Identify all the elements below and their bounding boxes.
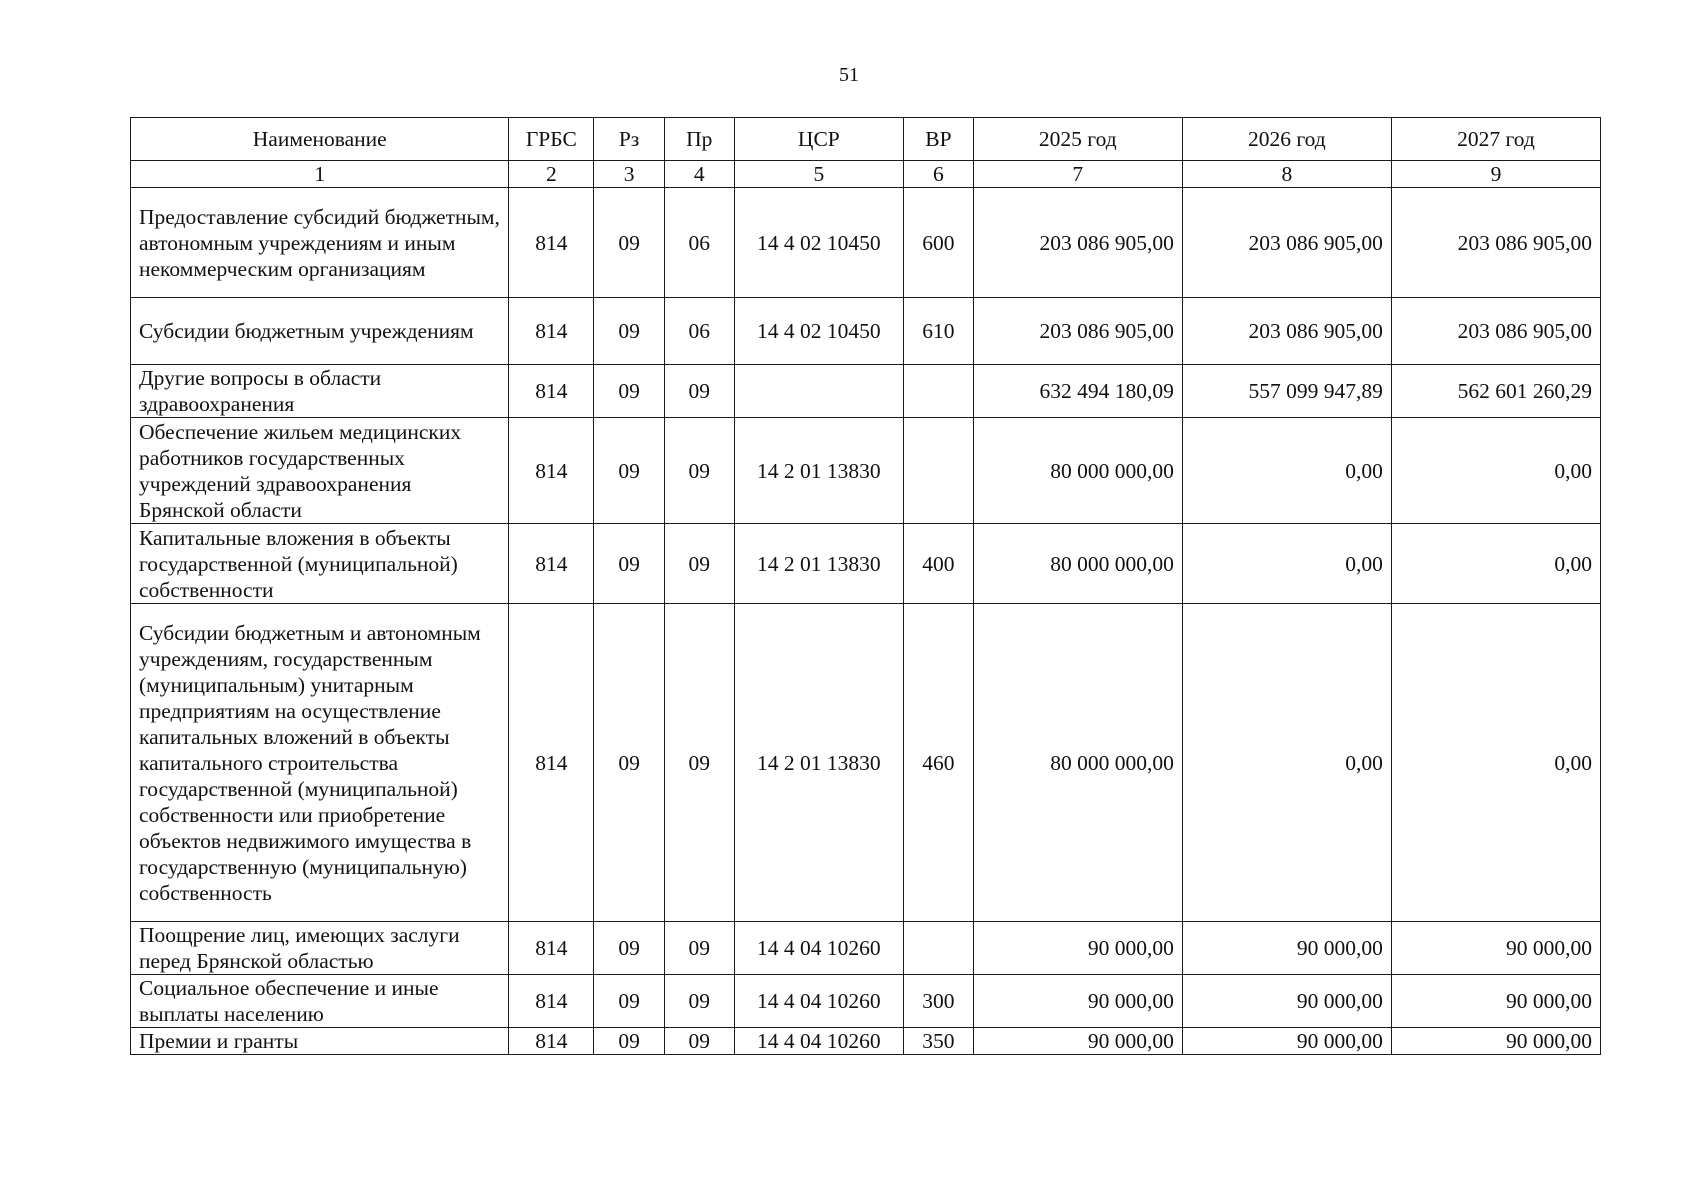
header-grbs: ГРБС <box>509 118 594 161</box>
cell-vr: 400 <box>904 524 974 604</box>
cell-name: Премии и гранты <box>131 1028 509 1055</box>
cell-name: Обеспечение жильем медицинских работников государственных учреждений здравоохранения Брянской области <box>131 418 509 524</box>
cell-grbs: 814 <box>509 922 594 975</box>
cell-2027: 90 000,00 <box>1391 1028 1600 1055</box>
cell-vr <box>904 418 974 524</box>
table-body <box>131 188 1601 1055</box>
column-number: 2 <box>509 161 594 188</box>
cell-grbs: 814 <box>509 418 594 524</box>
header-row <box>131 118 1601 161</box>
column-number: 6 <box>904 161 974 188</box>
cell-rz: 09 <box>594 524 665 604</box>
table-row <box>131 524 1601 604</box>
cell-name: Предоставление субсидий бюджетным, автономным учреждениям и иным некоммерческим организациям <box>131 188 509 298</box>
cell-pr: 09 <box>664 604 734 922</box>
cell-2025: 80 000 000,00 <box>973 604 1182 922</box>
cell-vr <box>904 922 974 975</box>
table-row <box>131 975 1601 1028</box>
cell-csr: 14 4 04 10260 <box>734 922 903 975</box>
cell-csr: 14 4 02 10450 <box>734 188 903 298</box>
cell-2025: 90 000,00 <box>973 1028 1182 1055</box>
cell-name: Социальное обеспечение и иные выплаты населению <box>131 975 509 1028</box>
cell-grbs: 814 <box>509 604 594 922</box>
cell-2026: 0,00 <box>1182 524 1391 604</box>
cell-2027: 0,00 <box>1391 604 1600 922</box>
cell-2025: 90 000,00 <box>973 922 1182 975</box>
header-vr: ВР <box>904 118 974 161</box>
header-2025: 2025 год <box>973 118 1182 161</box>
cell-pr: 09 <box>664 524 734 604</box>
cell-2025: 203 086 905,00 <box>973 188 1182 298</box>
cell-pr: 06 <box>664 298 734 365</box>
cell-2027: 203 086 905,00 <box>1391 298 1600 365</box>
cell-2027: 90 000,00 <box>1391 922 1600 975</box>
table-row <box>131 1028 1601 1055</box>
cell-csr: 14 2 01 13830 <box>734 418 903 524</box>
cell-rz: 09 <box>594 298 665 365</box>
cell-name: Капитальные вложения в объекты государственной (муниципальной) собственности <box>131 524 509 604</box>
cell-vr: 350 <box>904 1028 974 1055</box>
cell-2026: 203 086 905,00 <box>1182 188 1391 298</box>
cell-pr: 06 <box>664 188 734 298</box>
table-row <box>131 365 1601 418</box>
cell-rz: 09 <box>594 365 665 418</box>
cell-rz: 09 <box>594 1028 665 1055</box>
cell-2025: 632 494 180,09 <box>973 365 1182 418</box>
cell-csr <box>734 365 903 418</box>
cell-rz: 09 <box>594 922 665 975</box>
cell-vr <box>904 365 974 418</box>
cell-2027: 90 000,00 <box>1391 975 1600 1028</box>
column-number: 5 <box>734 161 903 188</box>
cell-vr: 610 <box>904 298 974 365</box>
cell-2026: 0,00 <box>1182 604 1391 922</box>
cell-grbs: 814 <box>509 524 594 604</box>
cell-rz: 09 <box>594 604 665 922</box>
cell-grbs: 814 <box>509 298 594 365</box>
cell-rz: 09 <box>594 975 665 1028</box>
cell-name: Поощрение лиц, имеющих заслуги перед Брянской областью <box>131 922 509 975</box>
cell-2027: 562 601 260,29 <box>1391 365 1600 418</box>
cell-2027: 203 086 905,00 <box>1391 188 1600 298</box>
cell-2026: 90 000,00 <box>1182 975 1391 1028</box>
cell-grbs: 814 <box>509 365 594 418</box>
cell-vr: 300 <box>904 975 974 1028</box>
cell-2027: 0,00 <box>1391 418 1600 524</box>
cell-name: Субсидии бюджетным и автономным учреждениям, государственным (муниципальным) унитарным предприятиям на осуществление капитальных вложений в объекты капитального строительства государственной (муниципальной) собственности или приобретение объектов недвижимого имущества в государственную (муниципальную) собственность <box>131 604 509 922</box>
column-number: 3 <box>594 161 665 188</box>
cell-csr: 14 2 01 13830 <box>734 524 903 604</box>
cell-pr: 09 <box>664 1028 734 1055</box>
budget-table <box>130 117 1601 1055</box>
cell-2026: 557 099 947,89 <box>1182 365 1391 418</box>
cell-csr: 14 4 04 10260 <box>734 1028 903 1055</box>
cell-2025: 203 086 905,00 <box>973 298 1182 365</box>
cell-2026: 203 086 905,00 <box>1182 298 1391 365</box>
column-number: 1 <box>131 161 509 188</box>
cell-2026: 90 000,00 <box>1182 1028 1391 1055</box>
cell-rz: 09 <box>594 418 665 524</box>
page-number: 51 <box>839 64 859 86</box>
cell-2025: 80 000 000,00 <box>973 524 1182 604</box>
cell-csr: 14 4 02 10450 <box>734 298 903 365</box>
cell-csr: 14 2 01 13830 <box>734 604 903 922</box>
cell-name: Другие вопросы в области здравоохранения <box>131 365 509 418</box>
table-row <box>131 298 1601 365</box>
cell-2027: 0,00 <box>1391 524 1600 604</box>
column-number: 7 <box>973 161 1182 188</box>
column-number: 4 <box>664 161 734 188</box>
header-2027: 2027 год <box>1391 118 1600 161</box>
column-number-row <box>131 161 1601 188</box>
table-row <box>131 922 1601 975</box>
cell-vr: 600 <box>904 188 974 298</box>
column-number: 8 <box>1182 161 1391 188</box>
cell-vr: 460 <box>904 604 974 922</box>
table-row <box>131 418 1601 524</box>
cell-csr: 14 4 04 10260 <box>734 975 903 1028</box>
cell-name: Субсидии бюджетным учреждениям <box>131 298 509 365</box>
header-name: Наименование <box>131 118 509 161</box>
cell-pr: 09 <box>664 365 734 418</box>
cell-pr: 09 <box>664 922 734 975</box>
cell-grbs: 814 <box>509 1028 594 1055</box>
header-pr: Пр <box>664 118 734 161</box>
cell-2025: 90 000,00 <box>973 975 1182 1028</box>
cell-pr: 09 <box>664 418 734 524</box>
header-csr: ЦСР <box>734 118 903 161</box>
cell-2025: 80 000 000,00 <box>973 418 1182 524</box>
cell-grbs: 814 <box>509 975 594 1028</box>
column-number: 9 <box>1391 161 1600 188</box>
table-row <box>131 188 1601 298</box>
cell-grbs: 814 <box>509 188 594 298</box>
cell-pr: 09 <box>664 975 734 1028</box>
header-2026: 2026 год <box>1182 118 1391 161</box>
cell-2026: 90 000,00 <box>1182 922 1391 975</box>
cell-2026: 0,00 <box>1182 418 1391 524</box>
cell-rz: 09 <box>594 188 665 298</box>
table-row <box>131 604 1601 922</box>
header-rz: Рз <box>594 118 665 161</box>
